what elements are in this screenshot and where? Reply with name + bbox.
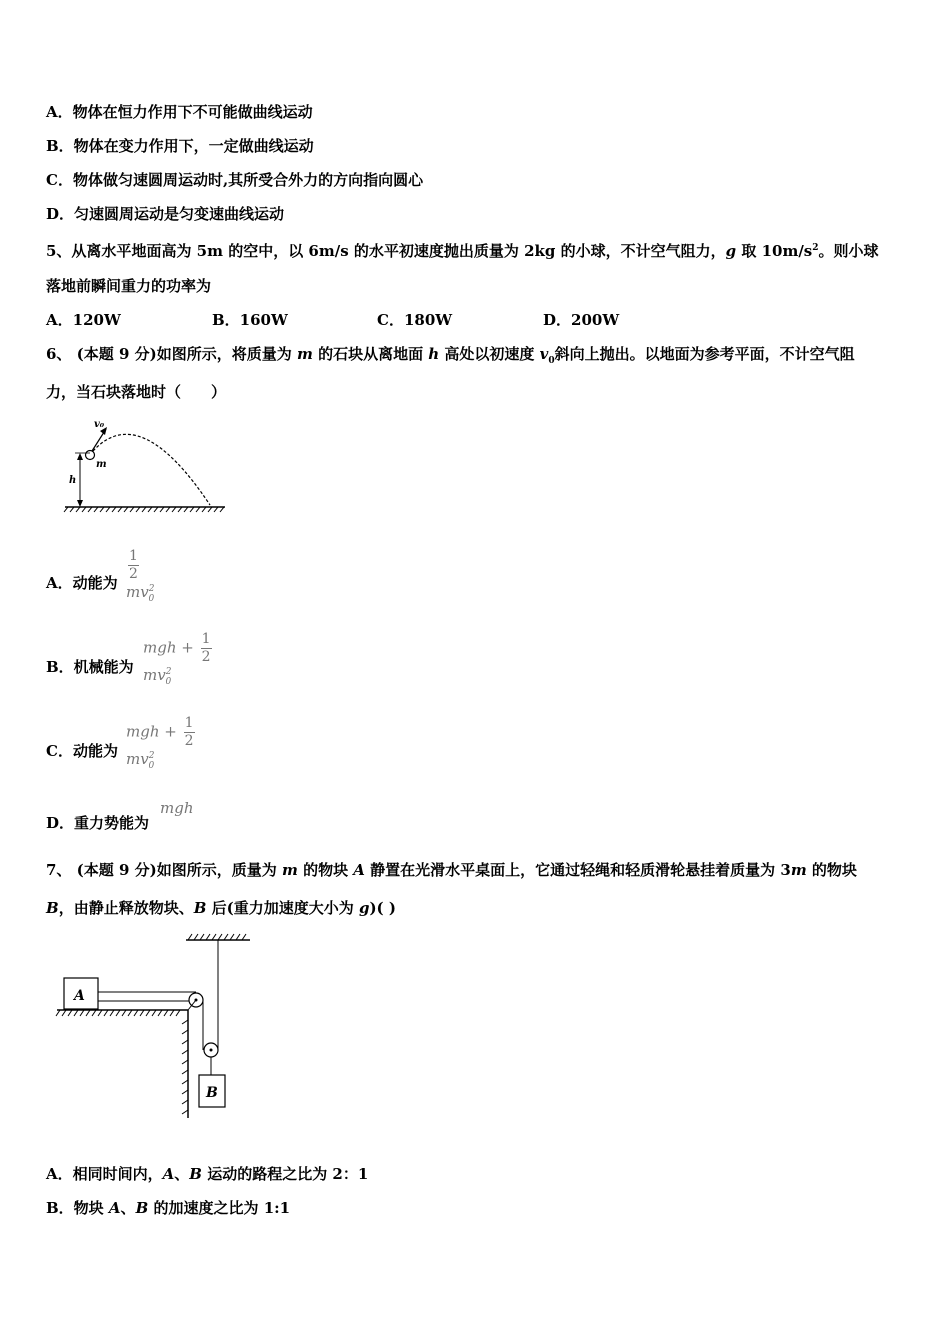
q6-stem-line1: 6、 (本题 9 分)如图所示，将质量为 m 的石块从离地面 h 高处以初速度 $v_0$斜向上抛出。以地面为参考平面，不计空气阻 [46, 345, 855, 366]
q4-option-a: A．物体在恒力作用下不可能做曲线运动 [46, 103, 313, 121]
svg-text:v₀: v₀ [94, 419, 105, 430]
svg-text:m: m [96, 459, 107, 470]
q4-option-d: D．匀速圆周运动是匀变速曲线运动 [46, 205, 285, 223]
q6-option-a-label: A．动能为 [46, 574, 118, 592]
q6-projectile-figure [60, 415, 230, 515]
q6-option-b-formula: mgh + $\frac{1}{2}$ $mv^2_0$ [143, 631, 211, 687]
q5-option-d: D．200W [543, 311, 620, 329]
q5-stem-line2: 落地前瞬间重力的功率为 [46, 277, 212, 295]
svg-text:B: B [206, 1085, 218, 1101]
q7-stem-line1: 7、 (本题 9 分)如图所示，质量为 m 的物块 A 静置在光滑水平桌面上，它通过轻绳和轻质滑轮悬挂着质量为 3m 的物块 [46, 861, 857, 879]
q7-option-a: A．相同时间内，A、B 运动的路程之比为 2：1 [46, 1165, 369, 1183]
q7-pulley-figure [52, 930, 262, 1125]
q7-stem-line2: B，由静止释放物块、B 后(重力加速度大小为 g)( ) [46, 899, 396, 917]
q6-option-c-formula: mgh + $\frac{1}{2}$ $mv^2_0$ [126, 715, 194, 771]
svg-text:A: A [74, 988, 85, 1004]
q5-option-c: C．180W [377, 311, 453, 329]
q5-option-a: A．120W [46, 311, 121, 329]
svg-text:h: h [69, 475, 77, 486]
q6-option-d-formula: mgh [160, 799, 194, 817]
q6-option-c-label: C．动能为 [46, 742, 118, 760]
q6-stem-line2: 力，当石块落地时（ ） [46, 383, 227, 401]
q5-option-b: B．160W [212, 311, 288, 329]
q6-option-a-formula: $\frac{1}{2}$ $mv^2_0$ [126, 548, 155, 604]
q6-option-b-label: B．机械能为 [46, 658, 134, 676]
q5-stem-line1: 5、从离水平地面高为 5m 的空中，以 6m/s 的水平初速度抛出质量为 2kg 的小球，不计空气阻力，g 取 $10m/s^2$。则小球 [46, 242, 879, 260]
q7-option-b: B．物块 A、B 的加速度之比为 1:1 [46, 1199, 291, 1217]
q4-option-c: C．物体做匀速圆周运动时,其所受合外力的方向指向圆心 [46, 171, 424, 189]
q4-option-b: B．物体在变力作用下，一定做曲线运动 [46, 137, 314, 155]
q6-option-d-label: D．重力势能为 [46, 814, 150, 832]
